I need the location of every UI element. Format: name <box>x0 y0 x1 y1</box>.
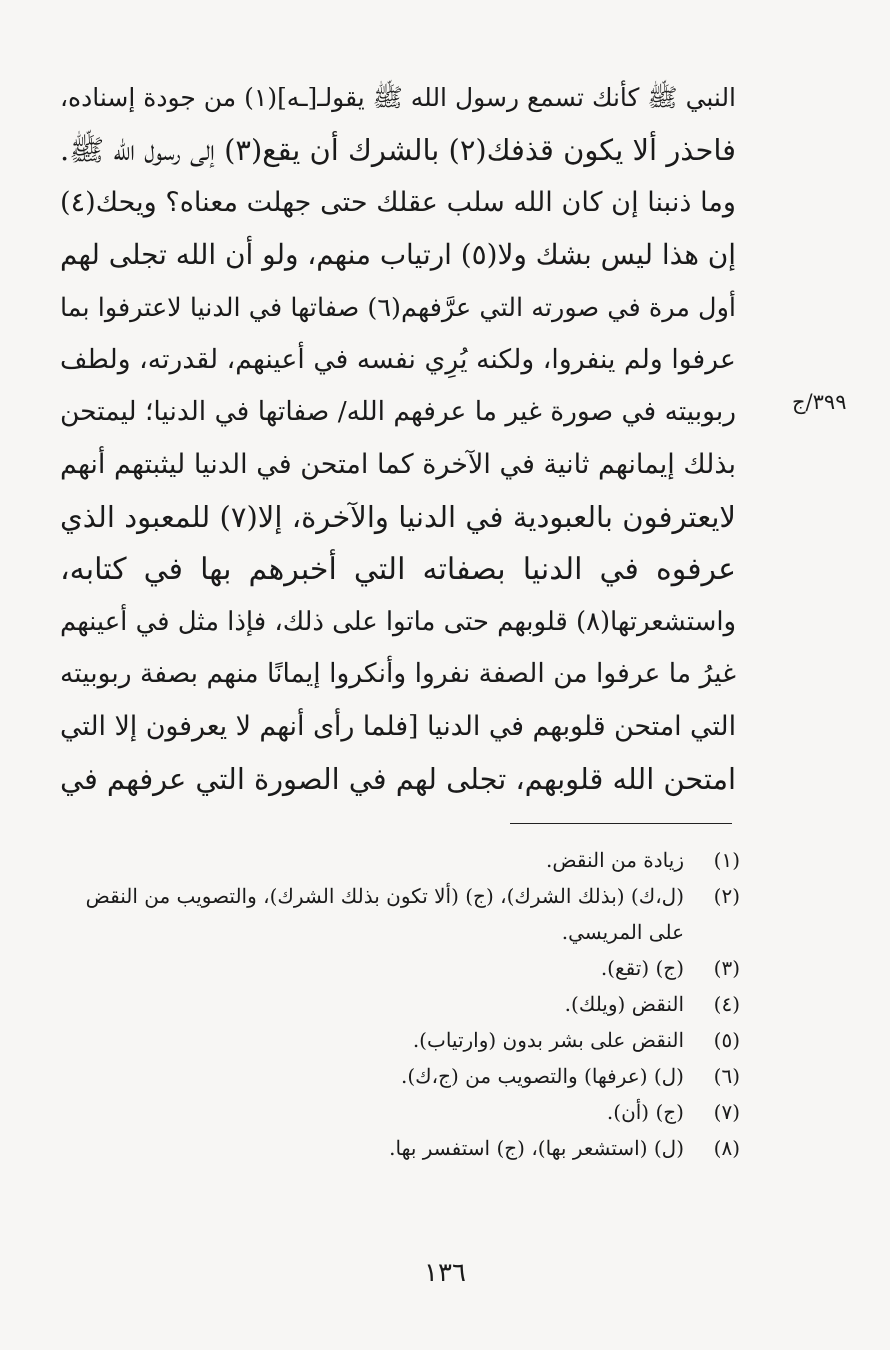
text-line: امتحن الله قلوبهم، تجلى لهم في الصورة التي عرفهم في <box>60 762 736 797</box>
text-line: النبي ﷺ كأنك تسمع رسول الله ﷺ يقولـ[ـه](١) من جودة إسناده، <box>60 83 736 112</box>
footnote-text: (ل) (استشعر بها)، (ج) استفسر بها. <box>389 1136 684 1160</box>
footnote-number: (٧) <box>713 1100 740 1124</box>
footnote-item <box>60 1094 740 1130</box>
footnote-divider <box>510 823 732 824</box>
text-line: عرفوه في الدنيا بصفاته التي أخبرهم بها في كتابه، <box>60 551 736 587</box>
footnote-item <box>60 950 740 986</box>
page-number: ١٣٦ <box>424 1258 466 1288</box>
footnote-text: النقض (ويلك). <box>564 992 684 1016</box>
text-line: وما ذنبنا إن كان الله سلب عقلك حتى جهلت معناه؟ ويحك(٤) <box>60 186 736 218</box>
text-line: واستشعرتها(٨) قلوبهم حتى ماتوا على ذلك، فإذا مثل في أعينهم <box>60 606 736 637</box>
text-line: ربوبيته في صورة غير ما عرفهم الله/ صفاتها في الدنيا؛ ليمتحن <box>60 396 736 428</box>
footnote-number: (٣) <box>713 956 740 980</box>
footnote-text: زيادة من النقض. <box>545 848 684 872</box>
text-line: بذلك إيمانهم ثانية في الآخرة كما امتحن في الدنيا ليثبتهم أنهم <box>60 448 736 480</box>
footnote-text: (ل) (عرفها) والتصويب من (ج،ك). <box>401 1064 684 1088</box>
footnote-number: (٢) <box>713 884 740 908</box>
text-line: التي امتحن قلوبهم في الدنيا [فلما رأى أنهم لا يعرفون إلا التي <box>60 710 736 742</box>
text-line: إن هذا ليس بشك ولا(٥) ارتياب منهم، ولو أن الله تجلى لهم <box>60 238 737 272</box>
main-text <box>60 72 736 805</box>
footnotes <box>60 842 740 1166</box>
text-line: فاحذر ألا يكون قذفك(٢) بالشرك أن يقع(٣) إلى رسول الله ﷺ. <box>60 133 736 168</box>
footnote-text: (ج) (أن). <box>606 1100 684 1124</box>
manuscript-folio-note: ٣٩٩/ج <box>792 390 847 414</box>
footnote-item <box>60 1058 740 1094</box>
footnote-text: النقض على بشر بدون (وارتياب). <box>412 1028 684 1052</box>
text-line: لايعترفون بالعبودية في الدنيا والآخرة، إلا(٧) للمعبود الذي <box>60 500 736 535</box>
text-line: غيرُ ما عرفوا من الصفة نفروا وأنكروا إيمانًا منهم بصفة ربوبيته <box>60 658 736 690</box>
footnote-text-continuation: على المريسي. <box>561 920 684 944</box>
footnote-number: (٨) <box>713 1136 740 1160</box>
footnote-item <box>60 842 740 878</box>
footnote-item <box>60 1130 740 1166</box>
text-line: أول مرة في صورته التي عرَّفهم(٦) صفاتها في الدنيا لاعترفوا بما <box>60 292 736 323</box>
footnote-number: (١) <box>713 848 740 872</box>
footnote-item <box>60 986 740 1022</box>
footnote-number: (٦) <box>713 1064 740 1088</box>
footnote-text-block <box>60 878 684 950</box>
footnote-text: (ل،ك) (بذلك الشرك)، (ج) (ألا تكون بذلك الشرك)، والتصويب من النقض <box>85 884 684 908</box>
footnote-number: (٥) <box>713 1028 740 1052</box>
text-line: عرفوا ولم ينفروا، ولكنه يُرِي نفسه في أعينهم، لقدرته، ولطف <box>60 343 736 375</box>
footnote-text: (ج) (تقع). <box>600 956 684 980</box>
footnote-item <box>60 1022 740 1058</box>
footnote-item <box>60 878 740 950</box>
footnote-number: (٤) <box>713 992 740 1016</box>
